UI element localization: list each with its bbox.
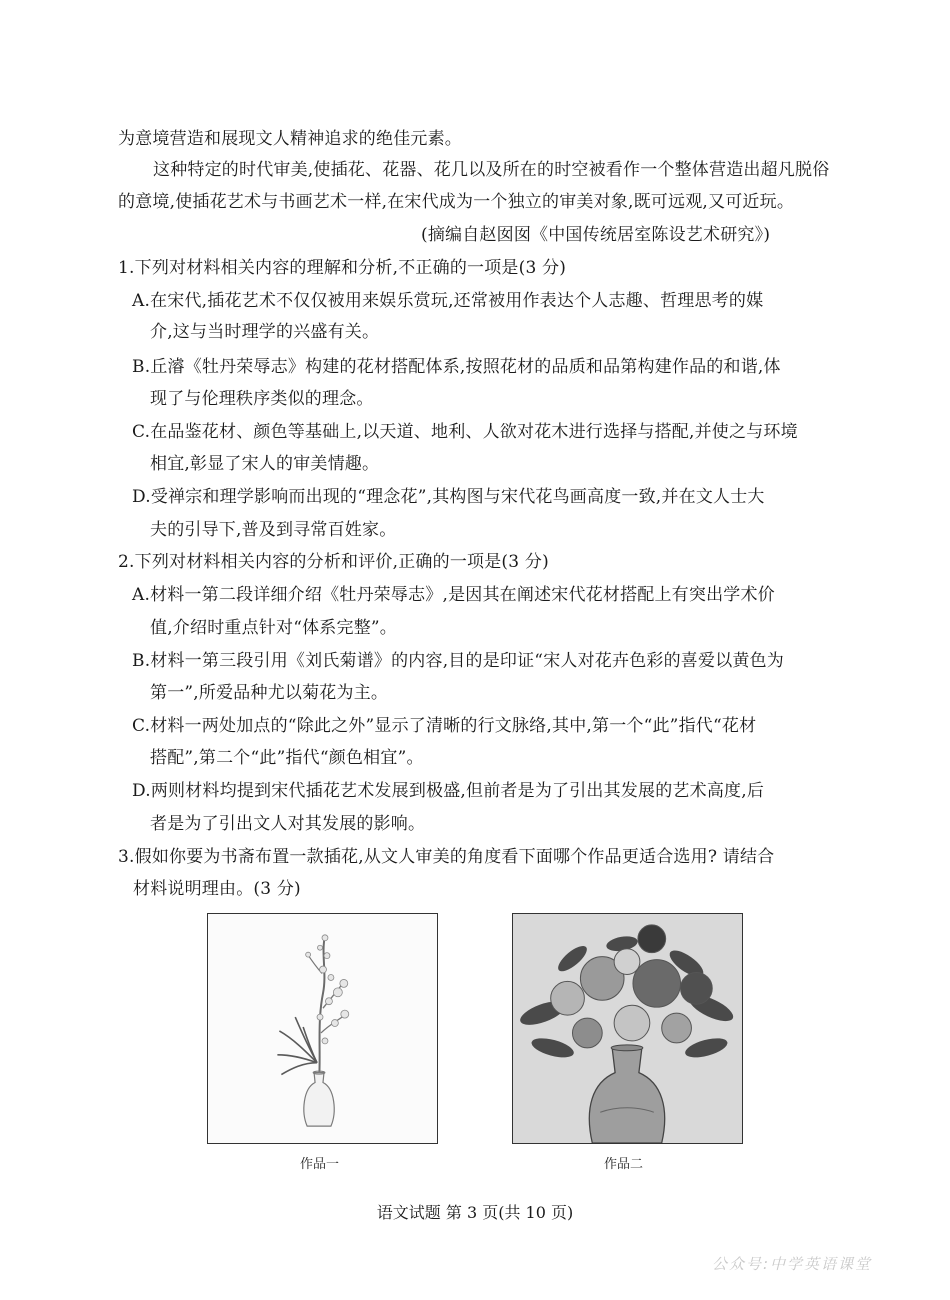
- q2-option-c-cont: 搭配”,第二个“此”指代“颜色相宜”。: [150, 748, 424, 768]
- artwork-one-caption: 作品一: [300, 1157, 340, 1172]
- passage-source: (摘编自赵囡囡《中国传统居室陈设艺术研究》): [421, 225, 771, 245]
- q1-option-d-cont: 夫的引导下,普及到寻常百姓家。: [150, 520, 397, 540]
- q1-option-b-cont: 现了与伦理秩序类似的理念。: [150, 389, 374, 409]
- plum-vase-illustration: [208, 914, 437, 1143]
- q2-option-d: D.两则材料均提到宋代插花艺术发展到极盛,但前者是为了引出其发展的艺术高度,后: [132, 781, 765, 801]
- q1-option-c-cont: 相宜,彰显了宋人的审美情趣。: [150, 454, 380, 474]
- question-3-stem-cont: 材料说明理由。(3 分): [133, 879, 301, 899]
- q2-option-d-cont: 者是为了引出文人对其发展的影响。: [150, 814, 426, 834]
- peony-vase-illustration: [513, 914, 742, 1143]
- q2-option-b-cont: 第一”,所爱品种尤以菊花为主。: [150, 683, 389, 703]
- question-1-stem: 1.下列对材料相关内容的理解和分析,不正确的一项是(3 分): [118, 258, 567, 278]
- q2-option-a: A.材料一第二段详细介绍《牡丹荣辱志》,是因其在阐述宋代花材搭配上有突出学术价: [132, 585, 775, 605]
- page-footer: 语文试题 第 3 页(共 10 页): [376, 1203, 574, 1222]
- artwork-one-image: [207, 913, 438, 1144]
- q1-option-a: A.在宋代,插花艺术不仅仅被用来娱乐赏玩,还常被用作表达个人志趣、哲理思考的媒: [132, 291, 764, 311]
- q2-option-a-cont: 值,介绍时重点针对“体系完整”。: [150, 618, 397, 638]
- q2-option-c: C.材料一两处加点的“除此之外”显示了清晰的行文脉络,其中,第一个“此”指代“花材: [132, 716, 757, 736]
- passage-line: 这种特定的时代审美,使插花、花器、花几以及所在的时空被看作一个整体营造出超凡脱俗: [153, 160, 830, 180]
- artwork-two-caption: 作品二: [604, 1157, 644, 1172]
- q1-option-a-cont: 介,这与当时理学的兴盛有关。: [150, 322, 380, 342]
- passage-line: 为意境营造和展现文人精神追求的绝佳元素。: [118, 129, 462, 149]
- q1-option-d: D.受禅宗和理学影响而出现的“理念花”,其构图与宋代花鸟画高度一致,并在文人士大: [132, 487, 765, 507]
- question-2-stem: 2.下列对材料相关内容的分析和评价,正确的一项是(3 分): [118, 552, 549, 572]
- q1-option-b: B.丘濬《牡丹荣辱志》构建的花材搭配体系,按照花材的品质和品第构建作品的和谐,体: [132, 357, 781, 377]
- passage-line: 的意境,使插花艺术与书画艺术一样,在宋代成为一个独立的审美对象,既可远观,又可近玩。: [118, 192, 795, 212]
- q2-option-b: B.材料一第三段引用《刘氏菊谱》的内容,目的是印证“宋人对花卉色彩的喜爱以黄色为: [132, 651, 784, 671]
- question-3-stem: 3.假如你要为书斋布置一款插花,从文人审美的角度看下面哪个作品更适合选用? 请结合: [118, 847, 775, 867]
- artwork-two-image: [512, 913, 743, 1144]
- q1-option-c: C.在品鉴花材、颜色等基础上,以天道、地利、人欲对花木进行选择与搭配,并使之与环境: [132, 422, 798, 442]
- watermark-text: 公众号:中学英语课堂: [711, 1255, 872, 1273]
